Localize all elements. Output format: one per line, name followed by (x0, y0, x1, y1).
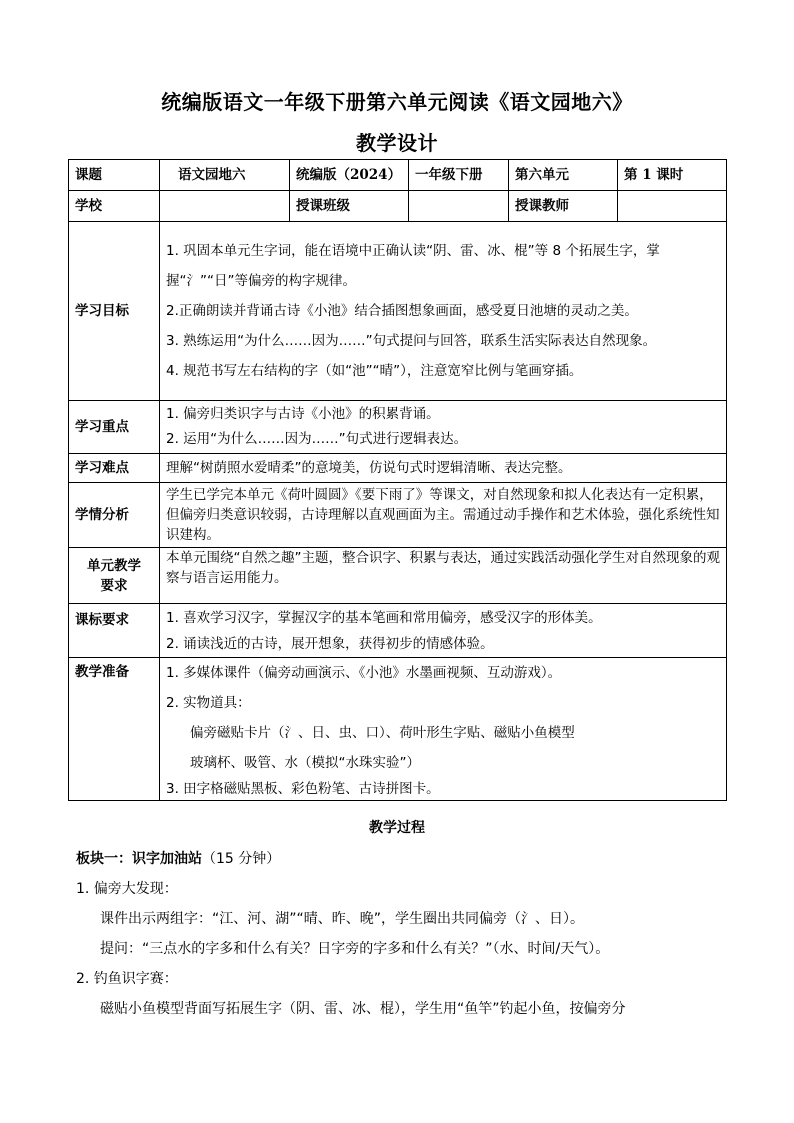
step-1-detail: 课件出示两组字：“江、河、湖”“晴、昨、晚”，学生圈出共同偏旁（氵、日）。 (100, 911, 585, 927)
prep-item: 1. 多媒体课件（偏旁动画演示、《小池》水墨画视频、互动游戏）。 (166, 665, 562, 681)
unit-req-text: 本单元围绕“自然之趣”主题，整合识字、积累与表达，通过实践活动强化学生对自然现象的观察与语言运用能力。 (160, 548, 727, 604)
prep-item: 3. 田字格磁贴黑板、彩色粉笔、古诗拼图卡。 (166, 781, 440, 797)
school-row (69, 191, 727, 222)
analysis-label: 学情分析 (69, 483, 160, 548)
step-2-detail: 磁贴小鱼模型背面写拓展生字（阴、雷、冰、棍），学生用“鱼竿”钓起小鱼，按偏旁分 (100, 1001, 626, 1017)
prep-row (69, 658, 727, 801)
goals-content (160, 222, 727, 401)
lesson-plan-table (68, 159, 727, 801)
teacher-value (618, 191, 727, 222)
curriculum-item: 1. 喜欢学习汉字，掌握汉字的基本笔画和常用偏旁，感受汉字的形体美。 (166, 609, 602, 626)
document-subtitle: 教学设计 (356, 131, 438, 155)
class-value (409, 191, 509, 222)
goal-item: 3. 熟练运用“为什么……因为……”句式提问与回答，联系生活实际表达自然现象。 (166, 333, 657, 349)
topic-value: 语文园地六 (160, 160, 290, 191)
focus-item: 2. 运用“为什么……因为……”句式进行逻辑表达。 (166, 431, 468, 447)
block1-heading (76, 844, 726, 874)
step-1-question: 提问：“三点水的字多和什么有关？日字旁的字多和什么有关？”（水、时间/天气）。 (100, 941, 610, 957)
header-row (69, 160, 727, 191)
focus-item: 1. 偏旁归类识字与古诗《小池》的积累背诵。 (166, 406, 440, 422)
period-value: 第 1 课时 (618, 160, 727, 191)
unit-req-row (69, 548, 727, 604)
focus-row (69, 401, 727, 454)
curriculum-item: 2. 诵读浅近的古诗，展开想象，获得初步的情感体验。 (166, 635, 494, 652)
block1-title: 板块一： (76, 851, 132, 867)
unit-value: 第六单元 (509, 160, 618, 191)
goal-item: 4. 规范书写左右结构的字（如“池”“晴”），注意宽窄比例与笔画穿插。 (166, 363, 583, 379)
goals-label: 学习目标 (69, 222, 160, 401)
step-1: 1. 偏旁大发现： (76, 881, 178, 897)
prep-subitem: 玻璃杯、吸管、水（模拟“水珠实验”） (190, 755, 420, 771)
analysis-row (69, 483, 727, 548)
unit-req-label-line1: 单元教学 (87, 557, 141, 574)
process-title: 教学过程 (369, 820, 425, 836)
prep-item: 2. 实物道具： (166, 695, 251, 711)
document-title: 统编版语文一年级下册第六单元阅读《语文园地六》 (161, 90, 633, 114)
goal-item: 2.正确朗读并背诵古诗《小池》结合插图想象画面，感受夏日池塘的灵动之美。 (166, 303, 638, 319)
focus-content (160, 401, 727, 454)
grade-value: 一年级下册 (409, 160, 509, 191)
edition-value: 统编版（2024） (290, 160, 409, 191)
analysis-text: 学生已学完本单元《荷叶圆圆》《要下雨了》等课文，对自然现象和拟人化表达有一定积累，但偏旁归类意识较弱，古诗理解以直观画面为主。需通过动手操作和艺术体验，强化系统性知识建构。 (160, 483, 727, 548)
block1-name: 识字加油站 (132, 851, 202, 867)
block1-time: （15 分钟） (202, 851, 281, 867)
curriculum-content (160, 604, 727, 658)
difficulty-row (69, 454, 727, 483)
prep-subitem: 偏旁磁贴卡片（氵、日、虫、口）、荷叶形生字贴、磁贴小鱼模型 (190, 725, 575, 741)
teaching-process (76, 844, 726, 1024)
unit-req-label-line2: 要求 (100, 577, 128, 594)
unit-req-label (69, 548, 160, 604)
school-value (160, 191, 290, 222)
prep-content (160, 658, 727, 801)
difficulty-text: 理解“树荫照水爱晴柔”的意境美，仿说句式时逻辑清晰、表达完整。 (160, 454, 727, 483)
topic-label: 课题 (69, 160, 160, 191)
goal-item: 1. 巩固本单元生字词，能在语境中正确认读“阴、雷、冰、棍”等 8 个拓展生字，掌握“氵”“日”等偏旁的构字规律。 (166, 243, 660, 289)
prep-label: 教学准备 (69, 658, 160, 801)
goals-row (69, 222, 727, 401)
curriculum-row (69, 604, 727, 658)
class-label: 授课班级 (290, 191, 409, 222)
school-label: 学校 (69, 191, 160, 222)
difficulty-label: 学习难点 (69, 454, 160, 483)
step-2: 2. 钓鱼识字赛： (76, 971, 178, 987)
curriculum-label: 课标要求 (69, 604, 160, 658)
teacher-label: 授课教师 (509, 191, 618, 222)
focus-label: 学习重点 (69, 401, 160, 454)
